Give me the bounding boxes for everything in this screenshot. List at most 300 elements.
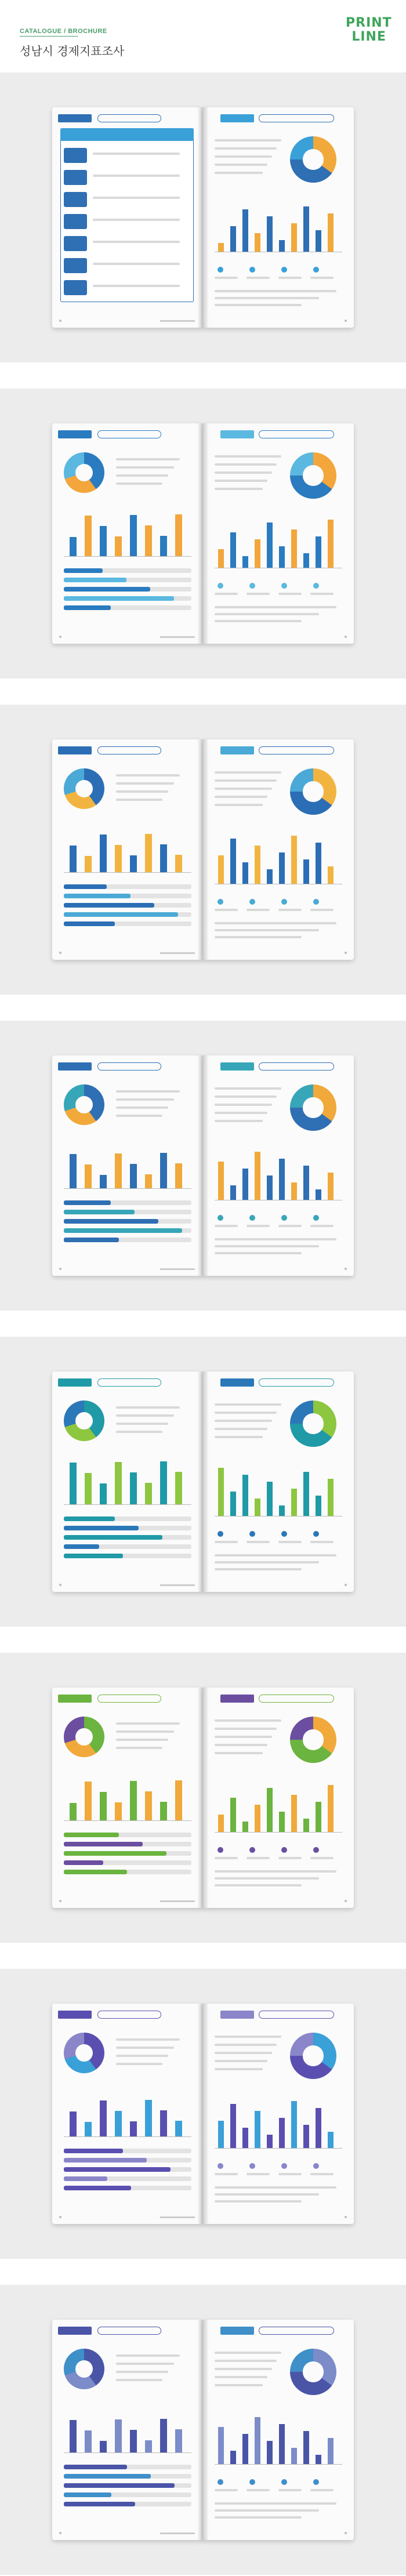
icon-dot: [249, 583, 255, 589]
chart-bar: [279, 2118, 285, 2148]
section-badge: [220, 114, 254, 122]
table-row-text: [93, 197, 180, 199]
chart-bar: [100, 1483, 107, 1504]
page-footer: [160, 1900, 195, 1902]
page-footer: [160, 2216, 195, 2218]
text-line: [278, 277, 302, 279]
chart-bar: [115, 845, 122, 872]
section-heading: [97, 1695, 161, 1703]
text-line: [215, 804, 263, 806]
text-line: [215, 796, 267, 798]
text-line: [116, 474, 168, 477]
progress-fill: [64, 1544, 99, 1549]
page-number-dot: [345, 952, 347, 954]
section-heading: [97, 1378, 161, 1387]
chart-bar: [85, 2430, 92, 2452]
chart-bar: [242, 209, 248, 252]
text-line: [116, 466, 174, 469]
text-line: [310, 2489, 334, 2491]
text-line: [215, 1095, 277, 1098]
text-line: [116, 2379, 162, 2381]
chart-bar: [316, 536, 321, 568]
chart-bar: [328, 2438, 334, 2464]
page-number-dot: [59, 320, 61, 322]
chart-bar: [328, 2132, 334, 2148]
text-line: [246, 909, 270, 911]
donut-hole: [303, 2361, 323, 2382]
chart-bar: [115, 1153, 122, 1188]
text-line: [116, 774, 180, 777]
icon-dot: [281, 1215, 287, 1221]
book-gutter: [197, 1055, 209, 1276]
chart-bar: [145, 1483, 152, 1504]
chart-bar: [175, 1472, 182, 1504]
left-page: [52, 423, 203, 644]
brochure-open-book: [52, 1372, 354, 1592]
left-page: [52, 1055, 203, 1276]
text-line: [215, 2173, 238, 2175]
donut-hole: [75, 1096, 93, 1114]
table-row-label: [64, 280, 87, 295]
chart-bar: [85, 2122, 92, 2136]
progress-fill: [64, 1238, 119, 1242]
text-line: [215, 172, 263, 174]
chart-bar: [130, 855, 137, 872]
chart-bar: [303, 1819, 309, 1832]
icon-dot: [313, 1215, 319, 1221]
progress-fill: [64, 2149, 123, 2153]
text-line: [116, 782, 174, 785]
brochure-open-book: [52, 2004, 354, 2224]
chart-bar: [145, 1791, 152, 1820]
chart-bar: [218, 1468, 224, 1516]
text-line: [215, 1225, 238, 1227]
bar-chart: [215, 1780, 342, 1833]
text-line: [215, 463, 277, 466]
text-line: [215, 2060, 267, 2062]
section-badge: [220, 2327, 254, 2335]
logo-line2: LINE: [351, 30, 386, 44]
table-row-label: [64, 258, 87, 273]
chart-bar: [115, 1462, 122, 1504]
chart-bar: [130, 1164, 137, 1188]
chart-bar: [230, 2104, 236, 2148]
page-number-dot: [345, 2216, 347, 2218]
donut-hole: [75, 1412, 93, 1430]
text-line: [116, 2047, 174, 2049]
left-page: [52, 739, 203, 960]
text-line: [278, 909, 302, 911]
right-page: [203, 1372, 354, 1592]
right-page: [203, 423, 354, 644]
chart-bar: [70, 1154, 77, 1188]
logo-line1: PRINT: [346, 16, 392, 30]
page-number-dot: [345, 1584, 347, 1586]
progress-fill: [64, 2483, 175, 2488]
chart-bar: [115, 536, 122, 556]
chart-bar: [328, 866, 334, 884]
text-line: [215, 1238, 336, 1240]
text-line: [215, 2352, 281, 2354]
chart-bar: [255, 1805, 260, 1832]
text-line: [116, 482, 162, 485]
chart-bar: [175, 2429, 182, 2452]
progress-fill: [64, 2158, 147, 2163]
text-line: [215, 1541, 238, 1543]
section-heading: [259, 430, 334, 438]
text-line: [215, 1857, 238, 1859]
right-page: [203, 1688, 354, 1908]
donut-chart: [64, 768, 104, 809]
chart-bar: [85, 1164, 92, 1188]
donut-hole: [303, 149, 323, 169]
donut-chart: [290, 136, 336, 183]
section-heading: [259, 2327, 334, 2335]
text-line: [215, 2516, 302, 2519]
progress-fill: [64, 1210, 135, 1214]
text-line: [215, 139, 281, 142]
progress-fill: [64, 884, 107, 889]
chart-bar: [255, 2417, 260, 2464]
icon-dot: [249, 2163, 255, 2169]
chart-bar: [70, 2111, 77, 2136]
text-line: [116, 1747, 162, 1749]
text-line: [278, 2173, 302, 2175]
chart-bar: [255, 846, 260, 884]
chart-bar: [242, 1475, 248, 1516]
print-line-logo: [346, 16, 392, 51]
bar-chart: [64, 1458, 191, 1505]
page-number-dot: [59, 1584, 61, 1586]
chart-bar: [303, 1166, 309, 1200]
page-footer: [160, 320, 195, 322]
chart-bar: [303, 206, 309, 252]
donut-hole: [75, 464, 93, 482]
chart-bar: [85, 516, 92, 556]
bar-chart: [64, 1142, 191, 1189]
spread-2: [0, 389, 406, 679]
text-line: [215, 155, 272, 158]
chart-bar: [242, 2434, 248, 2464]
chart-bar: [328, 1173, 334, 1200]
chart-bar: [316, 2108, 321, 2148]
bar-chart: [64, 510, 191, 557]
text-line: [215, 2200, 302, 2203]
table-row-text: [93, 219, 180, 221]
bar-chart: [64, 2407, 191, 2453]
progress-fill: [64, 2465, 127, 2469]
text-line: [215, 771, 281, 774]
icon-dot: [217, 1215, 223, 1221]
donut-chart: [290, 1084, 336, 1131]
icon-dot: [249, 2479, 255, 2485]
text-line: [215, 779, 277, 782]
text-line: [215, 164, 267, 166]
bar-chart: [215, 1464, 342, 1516]
text-line: [116, 1739, 168, 1741]
chart-bar: [279, 1505, 285, 1516]
chart-bar: [145, 834, 152, 872]
progress-fill: [64, 2176, 107, 2181]
chart-bar: [145, 2100, 152, 2136]
chart-bar: [70, 2420, 77, 2452]
section-heading: [259, 114, 334, 122]
chart-bar: [218, 2427, 224, 2464]
text-line: [215, 1884, 302, 1886]
page-footer: [160, 636, 195, 638]
text-line: [246, 2173, 270, 2175]
right-page: [203, 2004, 354, 2224]
page-number-dot: [345, 2532, 347, 2534]
section-badge: [220, 430, 254, 438]
text-line: [278, 1225, 302, 1227]
chart-bar: [175, 2121, 182, 2136]
text-line: [215, 1554, 336, 1557]
section-badge: [58, 746, 92, 754]
book-gutter: [197, 1372, 209, 1592]
page-number-dot: [345, 636, 347, 638]
chart-bar: [175, 514, 182, 556]
text-line: [116, 458, 180, 460]
donut-hole: [303, 465, 323, 485]
donut-hole: [303, 781, 323, 801]
donut-chart: [64, 1084, 104, 1125]
chart-bar: [175, 1163, 182, 1188]
page-footer: [160, 952, 195, 954]
text-line: [215, 2509, 319, 2512]
text-line: [215, 593, 238, 595]
chart-bar: [303, 2125, 309, 2148]
chart-bar: [279, 240, 285, 252]
text-line: [215, 471, 272, 474]
progress-fill: [64, 1842, 143, 1846]
chart-bar: [267, 2441, 273, 2464]
chart-bar: [316, 843, 321, 884]
text-line: [116, 1406, 180, 1409]
text-line: [215, 1561, 319, 1563]
chart-bar: [218, 855, 224, 884]
table-header: [60, 128, 194, 141]
chart-bar: [316, 1189, 321, 1200]
donut-hole: [75, 2360, 93, 2378]
text-line: [215, 2068, 263, 2070]
chart-bar: [279, 852, 285, 884]
icon-dot: [217, 2163, 223, 2169]
page-number-dot: [59, 1900, 61, 1902]
text-line: [310, 2173, 334, 2175]
section-badge: [58, 1378, 92, 1387]
text-line: [246, 277, 270, 279]
icon-dot: [281, 1531, 287, 1537]
text-line: [215, 788, 272, 790]
text-line: [215, 147, 277, 150]
page-footer: [160, 2533, 195, 2534]
icon-dot: [281, 2479, 287, 2485]
progress-fill: [64, 596, 174, 601]
text-line: [215, 1245, 319, 1247]
spread-6: [0, 1653, 406, 1943]
section-badge: [58, 430, 92, 438]
donut-chart: [290, 1401, 336, 1447]
text-line: [215, 2044, 277, 2046]
chart-bar: [291, 529, 297, 568]
progress-fill: [64, 2186, 131, 2190]
chart-bar: [230, 1492, 236, 1516]
text-line: [215, 613, 319, 615]
chart-bar: [242, 862, 248, 884]
section-heading: [97, 114, 161, 122]
left-page: [52, 107, 203, 328]
section-badge: [58, 114, 92, 122]
page-number-dot: [59, 1268, 61, 1270]
section-badge: [58, 1695, 92, 1703]
icon-dot: [249, 1847, 255, 1853]
donut-chart: [290, 2033, 336, 2079]
text-line: [215, 1104, 272, 1106]
text-line: [215, 2376, 267, 2378]
text-line: [215, 1752, 263, 1754]
chart-bar: [255, 1499, 260, 1516]
chart-bar: [218, 1815, 224, 1832]
chart-bar: [291, 223, 297, 252]
text-line: [116, 2038, 180, 2041]
text-line: [116, 2055, 168, 2057]
chart-bar: [70, 1803, 77, 1820]
category-label: CATALOGUE / BROCHURE: [20, 28, 107, 35]
text-line: [215, 2502, 336, 2505]
bar-chart: [64, 1775, 191, 1821]
text-line: [215, 1403, 281, 1406]
icon-dot: [249, 899, 255, 905]
brochure-open-book: [52, 1688, 354, 1908]
text-line: [116, 2354, 180, 2357]
icon-dot: [313, 583, 319, 589]
text-line: [278, 593, 302, 595]
chart-bar: [145, 2440, 152, 2452]
icon-dot: [249, 1531, 255, 1537]
icon-dot: [313, 267, 319, 273]
text-line: [116, 790, 168, 793]
donut-hole: [303, 1413, 323, 1434]
text-line: [215, 2052, 272, 2054]
donut-chart: [290, 1717, 336, 1763]
icon-dot: [249, 1215, 255, 1221]
chart-bar: [267, 2135, 273, 2148]
page-footer: [160, 1268, 195, 1270]
text-line: [215, 1428, 267, 1430]
bar-chart: [215, 2096, 342, 2149]
text-line: [215, 304, 302, 306]
icon-dot: [313, 899, 319, 905]
chart-bar: [145, 1174, 152, 1188]
section-badge: [220, 1062, 254, 1071]
table-row-text: [93, 175, 180, 177]
progress-fill: [64, 1833, 119, 1837]
chart-bar: [85, 1473, 92, 1504]
chart-bar: [279, 546, 285, 568]
chart-bar: [100, 835, 107, 872]
brochure-open-book: [52, 2320, 354, 2540]
chart-bar: [70, 846, 77, 872]
text-line: [278, 1541, 302, 1543]
table-row-text: [93, 285, 180, 287]
right-page: [203, 2320, 354, 2540]
text-line: [215, 297, 319, 299]
icon-dot: [313, 1531, 319, 1537]
text-line: [116, 1090, 180, 1093]
text-line: [215, 936, 302, 938]
text-line: [310, 1225, 334, 1227]
text-line: [215, 1436, 263, 1438]
section-heading: [259, 746, 334, 754]
chart-bar: [316, 2455, 321, 2464]
text-line: [215, 2384, 263, 2386]
chart-bar: [175, 855, 182, 872]
bar-chart: [215, 2412, 342, 2465]
category-underline: [20, 36, 78, 37]
text-line: [215, 480, 267, 482]
chart-bar: [218, 243, 224, 252]
book-gutter: [197, 423, 209, 644]
donut-chart: [64, 2033, 104, 2073]
bar-chart: [64, 2091, 191, 2137]
chart-bar: [130, 1781, 137, 1820]
text-line: [278, 1857, 302, 1859]
section-badge: [58, 2327, 92, 2335]
progress-fill: [64, 2502, 135, 2506]
chart-bar: [267, 216, 273, 252]
icon-dot: [281, 899, 287, 905]
chart-bar: [230, 532, 236, 568]
page-footer: [160, 1584, 195, 1586]
spread-4: [0, 1021, 406, 1311]
table-row-label: [64, 170, 87, 185]
section-badge: [58, 2011, 92, 2019]
donut-chart: [64, 1401, 104, 1441]
progress-fill: [64, 605, 111, 610]
progress-fill: [64, 1526, 139, 1530]
spread-5: [0, 1337, 406, 1627]
text-line: [246, 1857, 270, 1859]
icon-dot: [281, 1847, 287, 1853]
text-line: [278, 2489, 302, 2491]
progress-fill: [64, 1554, 123, 1558]
progress-fill: [64, 568, 103, 573]
page-number-dot: [345, 1900, 347, 1902]
chart-bar: [100, 526, 107, 556]
chart-bar: [255, 1152, 260, 1200]
chart-bar: [115, 2419, 122, 2452]
progress-fill: [64, 587, 150, 592]
text-line: [215, 1120, 263, 1122]
text-line: [116, 1722, 180, 1725]
text-line: [246, 1225, 270, 1227]
text-line: [116, 2363, 174, 2365]
icon-dot: [217, 899, 223, 905]
chart-bar: [303, 553, 309, 568]
chart-bar: [255, 2111, 260, 2148]
chart-bar: [160, 1802, 167, 1820]
progress-fill: [64, 1200, 111, 1205]
table-row-text: [93, 241, 180, 243]
bar-chart: [215, 200, 342, 252]
spread-8: [0, 2285, 406, 2575]
donut-hole: [303, 1097, 323, 1118]
chart-bar: [279, 2424, 285, 2464]
progress-fill: [64, 921, 115, 926]
text-line: [116, 1106, 168, 1109]
book-gutter: [197, 1688, 209, 1908]
